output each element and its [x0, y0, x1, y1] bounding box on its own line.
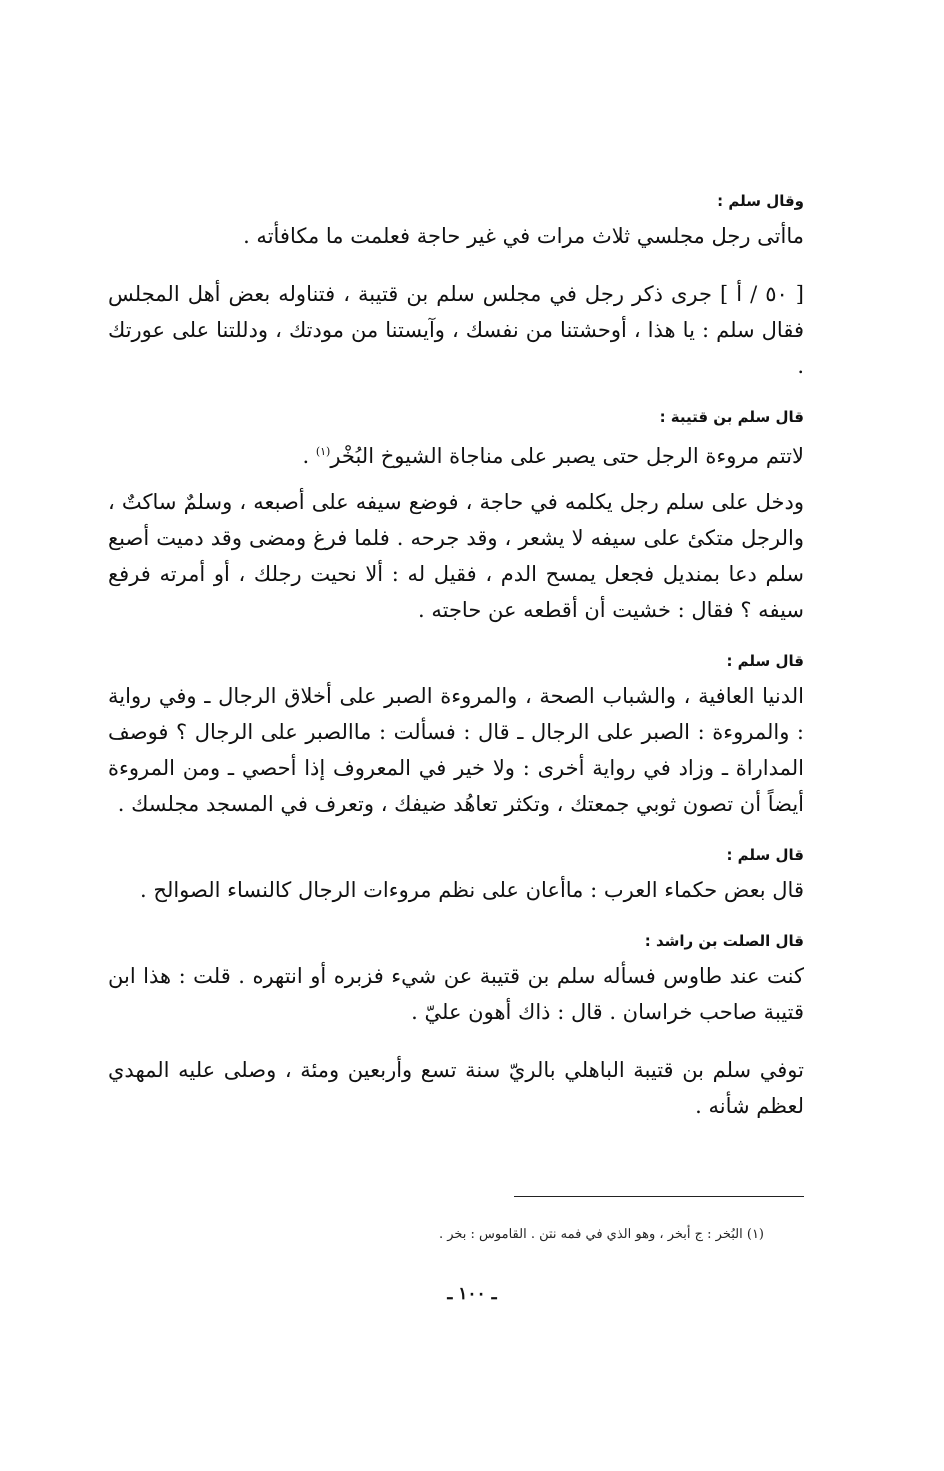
section-death: [108, 1052, 804, 1124]
paragraph: ودخل على سلم رجل يكلمه في حاجة ، فوضع سيفه على أصبعه ، وسلمٌ ساكتٌ ، والرجل متكئ على سيفه لا يشعر ، وقد جرحه . فلما فرغ ومضى وقد دميت أصبع سلم دعا بمنديل فجعل يمسح الدم ، فقيل له : ألا نحيت رجلك ، أو أمرته فرفع سيفه ؟ فقال : خشيت أن أقطعه عن حاجته .: [108, 490, 804, 622]
section-heading: وقال سلم :: [717, 192, 804, 210]
paragraph: قال بعض حكماء العرب : ماأعان على نظم مروءات الرجال كالنساء الصوالح .: [140, 878, 804, 902]
section-heading: قال سلم بن قتيبة :: [659, 408, 804, 426]
section-salm-saying-1: [108, 190, 804, 254]
main-text: [108, 190, 804, 1146]
paragraph: [ ٥٠ / أ ] جرى ذكر رجل في مجلس سلم بن قتيبة ، فتناوله بعض أهل المجلس فقال سلم : يا هذا ، أوحشتنا من نفسك ، وآيستنا من مودتك ، ودللتنا على عورتك .: [108, 282, 804, 378]
paragraph: كنت عند طاوس فسأله سلم بن قتيبة عن شيء فزبره أو انتهره . قلت : هذا ابن قتيبة صاحب خراسان . قال : ذاك أهون عليّ .: [108, 964, 804, 1024]
footnote-divider: [514, 1196, 804, 1197]
section-heading: قال سلم :: [726, 846, 804, 864]
section-heading: قال الصلت بن راشد :: [644, 932, 804, 950]
paragraph: الدنيا العافية ، والشباب الصحة ، والمروءة الصبر على أخلاق الرجال ـ وفي رواية : والمروءة : الصبر على الرجال ـ قال : فسألت : ماالصبر على الرجال ؟ فوصف المداراة ـ وزاد في رواية أخرى : ولا خير في المعروف إذا أحصي ـ ومن المروءة أيضاً أن تصون ثوبي جمعتك ، وتكثر تعاهُد ضيفك ، وتعرف في المسجد مجلسك .: [108, 684, 804, 816]
paragraph: ماأتى رجل مجلسي ثلاث مرات في غير حاجة فعلمت ما مكافأته .: [243, 224, 804, 248]
paragraph-end: .: [302, 444, 316, 468]
section-salm-saying-2: [108, 650, 804, 822]
page-number: ـ ١٠٠ ـ: [447, 1284, 497, 1304]
section-salm-ibn-qutayba: [108, 406, 804, 628]
paragraph: توفي سلم بن قتيبة الباهلي بالريّ سنة تسع وأربعين ومئة ، وصلى عليه المهدي لعظم شأنه .: [108, 1058, 804, 1118]
section-salt-ibn-rashid: [108, 930, 804, 1030]
footnote: (١) البُخر : ج أبخر ، وهو الذي في فمه نتن . القاموس : بخر .: [438, 1227, 764, 1242]
paragraph-text: لاتتم مروءة الرجل حتى يصبر على مناجاة الشيوخ البُخْر: [330, 444, 804, 468]
footnote-ref: (١): [315, 445, 331, 458]
section-majlis-story: [108, 276, 804, 384]
section-salm-saying-3: [108, 844, 804, 908]
paragraph-with-footnote: [108, 434, 804, 474]
section-heading: قال سلم :: [726, 652, 804, 670]
